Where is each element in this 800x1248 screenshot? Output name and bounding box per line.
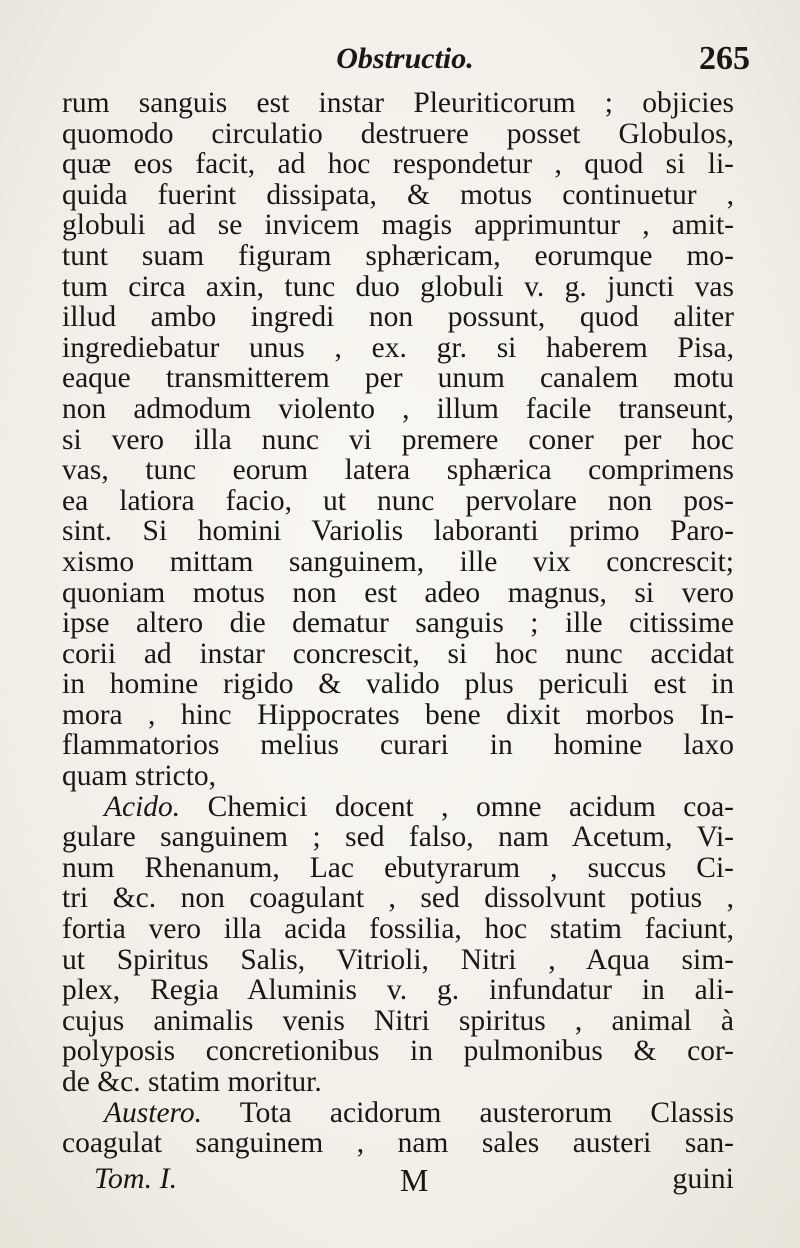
volume-signature: Tom. I.	[94, 1162, 178, 1195]
line-text: non admodum violento , illum facile transeunt,	[62, 392, 734, 425]
line-text: Chemici docent , omne acidum coa-	[207, 790, 734, 823]
line-text: plex, Regia Aluminis v. g. infundatur in ali-	[62, 974, 734, 1007]
text-line	[62, 669, 734, 700]
text-line	[62, 547, 734, 578]
line-text: ingrediebatur unus , ex. gr. si haberem Pisa,	[62, 331, 734, 364]
line-text: num Rhenanum, Lac ebutyrarum , succus Ci-	[62, 851, 734, 884]
line-text: quomodo circulatio destruere posset Globulos,	[62, 117, 734, 150]
gathering-signature: M	[400, 1162, 429, 1198]
text-line	[62, 333, 734, 364]
text-line	[62, 486, 734, 517]
text-line	[62, 210, 734, 241]
text-line	[62, 241, 734, 272]
paragraph-lead: Austero.	[104, 1096, 203, 1129]
text-line	[62, 578, 734, 609]
line-text: in homine rigido & valido plus periculi est in	[62, 668, 734, 701]
line-text: si vero illa nunc vi premere coner per hoc	[62, 423, 734, 456]
text-line	[62, 639, 734, 670]
text-line	[62, 88, 734, 119]
text-line	[62, 792, 734, 823]
line-text: sint. Si homini Variolis laboranti primo Paro-	[62, 515, 734, 548]
text-line	[62, 516, 734, 547]
text-line	[62, 822, 734, 853]
text-line	[62, 425, 734, 456]
line-text: quida fuerint dissipata, & motus continuetur ,	[62, 178, 734, 211]
line-text: ipse altero die dematur sanguis ; ille citissime	[62, 607, 734, 640]
running-head: Obstructio.	[336, 42, 474, 75]
text-line	[62, 119, 734, 150]
text-line	[62, 1036, 734, 1067]
text-line	[62, 394, 734, 425]
text-line	[62, 730, 734, 761]
catchword: guini	[672, 1162, 734, 1195]
text-line	[62, 1067, 734, 1098]
line-text: rum sanguis est instar Pleuriticorum ; objicies	[62, 87, 734, 119]
line-text: cujus animalis venis Nitri spiritus , animal à	[62, 1004, 734, 1037]
line-text: ut Spiritus Salis, Vitrioli, Nitri , Aqua sim-	[62, 943, 734, 976]
line-text: gulare sanguinem ; sed falso, nam Acetum, Vi-	[62, 821, 734, 854]
page-number: 265	[699, 40, 750, 77]
text-line	[62, 1098, 734, 1129]
text-line	[62, 455, 734, 486]
page-header	[60, 40, 750, 90]
paragraph-lead: Acido.	[104, 790, 181, 823]
line-text: globuli ad se invicem magis apprimuntur , amit-	[62, 209, 734, 242]
text-line	[62, 149, 734, 180]
text-line	[62, 363, 734, 394]
text-line	[62, 180, 734, 211]
text-line	[62, 302, 734, 333]
text-line	[62, 975, 734, 1006]
line-text: xismo mittam sanguinem, ille vix concrescit;	[62, 545, 734, 578]
line-text: polyposis concretionibus in pulmonibus & cor-	[62, 1035, 734, 1068]
text-line	[62, 914, 734, 945]
line-text: coagulat sanguinem , nam sales austeri san-	[62, 1127, 734, 1160]
line-text: fortia vero illa acida fossilia, hoc statim faciunt,	[62, 913, 734, 946]
text-line	[62, 883, 734, 914]
text-line	[62, 853, 734, 884]
line-text: tri &c. non coagulant , sed dissolvunt potius ,	[62, 882, 734, 915]
text-line	[62, 608, 734, 639]
text-line	[62, 272, 734, 303]
line-text: ea latiora facio, ut nunc pervolare non pos-	[62, 484, 734, 517]
text-line	[62, 1006, 734, 1037]
text-line	[62, 700, 734, 731]
line-text: Tota acidorum austerorum Classis	[239, 1096, 734, 1129]
text-line	[62, 1128, 734, 1159]
text-line	[62, 761, 734, 792]
text-line	[62, 945, 734, 976]
page-footer	[62, 1162, 734, 1198]
line-text: de &c. statim moritur.	[62, 1066, 322, 1098]
line-text: quoniam motus non est adeo magnus, si vero	[62, 576, 734, 609]
line-text: tum circa axin, tunc duo globuli v. g. juncti vas	[62, 270, 734, 303]
line-text: quam stricto,	[62, 760, 217, 793]
text-body	[62, 88, 734, 1159]
line-text: eaque transmitterem per unum canalem motu	[62, 362, 734, 395]
line-text: quæ eos facit, ad hoc respondetur , quod si li-	[62, 148, 734, 181]
line-text: tunt suam figuram sphæricam, eorumque mo-	[62, 239, 734, 272]
line-text: mora , hinc Hippocrates bene dixit morbos In-	[62, 698, 734, 731]
line-text: corii ad instar concrescit, si hoc nunc accidat	[62, 637, 734, 670]
line-text: vas, tunc eorum latera sphærica comprimens	[62, 454, 734, 487]
line-text: flammatorios melius curari in homine laxo	[62, 729, 734, 762]
line-text: illud ambo ingredi non possunt, quod aliter	[62, 301, 734, 334]
